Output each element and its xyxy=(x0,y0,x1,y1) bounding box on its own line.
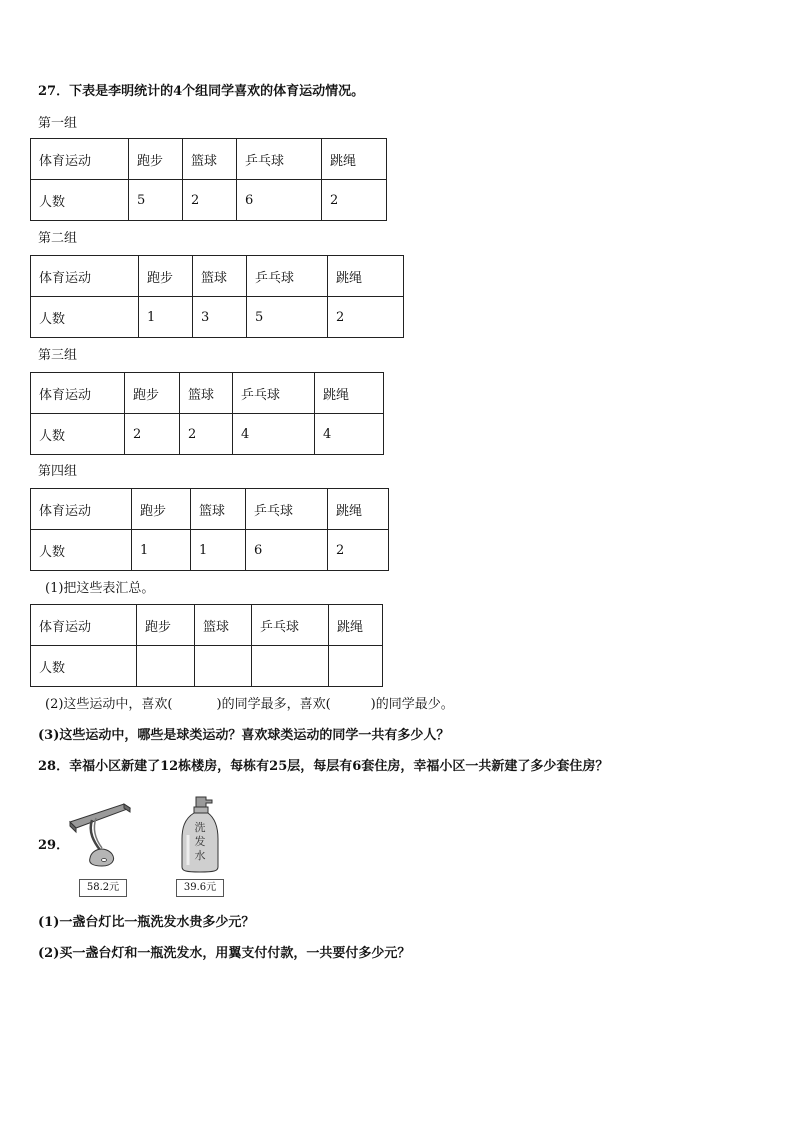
table-cell: 人数 xyxy=(31,530,132,571)
group4-title: 第四组 xyxy=(38,464,78,479)
shampoo-label-char: 洗 xyxy=(194,821,206,834)
table-row xyxy=(31,297,404,338)
table-cell: 体育运动 xyxy=(31,489,132,530)
group2-table xyxy=(30,255,404,338)
table-cell: 6 xyxy=(237,180,322,221)
shampoo-label-char: 发 xyxy=(194,835,206,848)
table-cell: 5 xyxy=(247,297,328,338)
table-cell: 篮球 xyxy=(195,605,252,646)
q27-part1: (1)把这些表汇总。 xyxy=(45,581,155,596)
table-cell: 体育运动 xyxy=(31,605,137,646)
table-cell: 体育运动 xyxy=(31,373,125,414)
table-cell: 人数 xyxy=(31,180,129,221)
group1-table xyxy=(30,138,387,221)
q27-intro: 27．下表是李明统计的4个组同学喜欢的体育运动情况。 xyxy=(38,84,365,99)
table-cell: 1 xyxy=(191,530,246,571)
shampoo-label-char: 水 xyxy=(194,849,206,862)
group4-table xyxy=(30,488,389,571)
table-cell: 体育运动 xyxy=(31,256,139,297)
table-cell: 2 xyxy=(328,530,389,571)
table-cell: 篮球 xyxy=(183,139,237,180)
table-cell: 2 xyxy=(125,414,180,455)
table-cell: 篮球 xyxy=(193,256,247,297)
table-cell: 跳绳 xyxy=(328,256,404,297)
table-row xyxy=(31,256,404,297)
table-cell: 乒乓球 xyxy=(246,489,328,530)
q29-number: 29． xyxy=(38,838,70,853)
table-cell: 跑步 xyxy=(132,489,191,530)
table-cell: 篮球 xyxy=(180,373,233,414)
table-cell: 人数 xyxy=(31,297,139,338)
table-cell: 乒乓球 xyxy=(252,605,329,646)
q29-part1: (1)一盏台灯比一瓶洗发水贵多少元？ xyxy=(38,915,255,930)
answer-cell[interactable] xyxy=(329,646,383,687)
table-row xyxy=(31,605,383,646)
table-cell: 乒乓球 xyxy=(233,373,315,414)
answer-cell[interactable] xyxy=(252,646,329,687)
table-cell: 跳绳 xyxy=(328,489,389,530)
group3-table xyxy=(30,372,384,455)
table-row xyxy=(31,530,389,571)
table-cell: 跳绳 xyxy=(315,373,384,414)
q27-part3: (3)这些运动中，哪些是球类运动？喜欢球类运动的同学一共有多少人？ xyxy=(38,728,450,743)
q27-part2-text-c: )的同学最少。 xyxy=(370,697,454,712)
group1-title: 第一组 xyxy=(38,116,78,131)
table-cell: 人数 xyxy=(31,414,125,455)
table-row xyxy=(31,180,387,221)
q27-part2-text-a: (2)这些运动中，喜欢( xyxy=(45,697,173,712)
q29-part2: (2)买一盏台灯和一瓶洗发水，用翼支付付款，一共要付多少元？ xyxy=(38,946,411,961)
shampoo-label xyxy=(192,821,208,863)
table-cell: 2 xyxy=(183,180,237,221)
group3-title: 第三组 xyxy=(38,348,78,363)
desk-lamp-image xyxy=(66,798,138,870)
table-cell: 2 xyxy=(322,180,387,221)
table-row xyxy=(31,139,387,180)
table-cell: 人数 xyxy=(31,646,137,687)
table-row xyxy=(31,646,383,687)
table-cell: 跑步 xyxy=(137,605,195,646)
lamp-price-tag: 58.2元 xyxy=(79,879,127,897)
table-cell: 跳绳 xyxy=(322,139,387,180)
shampoo-bottle-image xyxy=(178,795,222,873)
table-cell: 跳绳 xyxy=(329,605,383,646)
q27-part2 xyxy=(45,696,454,714)
table-cell: 跑步 xyxy=(129,139,183,180)
table-cell: 体育运动 xyxy=(31,139,129,180)
table-cell: 2 xyxy=(328,297,404,338)
table-cell: 4 xyxy=(315,414,384,455)
table-row xyxy=(31,373,384,414)
table-cell: 3 xyxy=(193,297,247,338)
table-cell: 跑步 xyxy=(139,256,193,297)
group2-title: 第二组 xyxy=(38,231,78,246)
shampoo-price-tag: 39.6元 xyxy=(176,879,224,897)
table-cell: 1 xyxy=(139,297,193,338)
table-cell: 篮球 xyxy=(191,489,246,530)
table-cell: 6 xyxy=(246,530,328,571)
summary-table xyxy=(30,604,383,687)
q28-text: 28．幸福小区新建了12栋楼房，每栋有25层，每层有6套住房，幸福小区一共新建了多少套住房？ xyxy=(38,759,609,774)
table-cell: 4 xyxy=(233,414,315,455)
table-cell: 1 xyxy=(132,530,191,571)
table-cell: 跑步 xyxy=(125,373,180,414)
table-row xyxy=(31,414,384,455)
table-cell: 5 xyxy=(129,180,183,221)
table-row xyxy=(31,489,389,530)
table-cell: 乒乓球 xyxy=(247,256,328,297)
answer-cell[interactable] xyxy=(137,646,195,687)
answer-cell[interactable] xyxy=(195,646,252,687)
table-cell: 乒乓球 xyxy=(237,139,322,180)
table-cell: 2 xyxy=(180,414,233,455)
q27-part2-text-b: )的同学最多，喜欢( xyxy=(216,697,331,712)
